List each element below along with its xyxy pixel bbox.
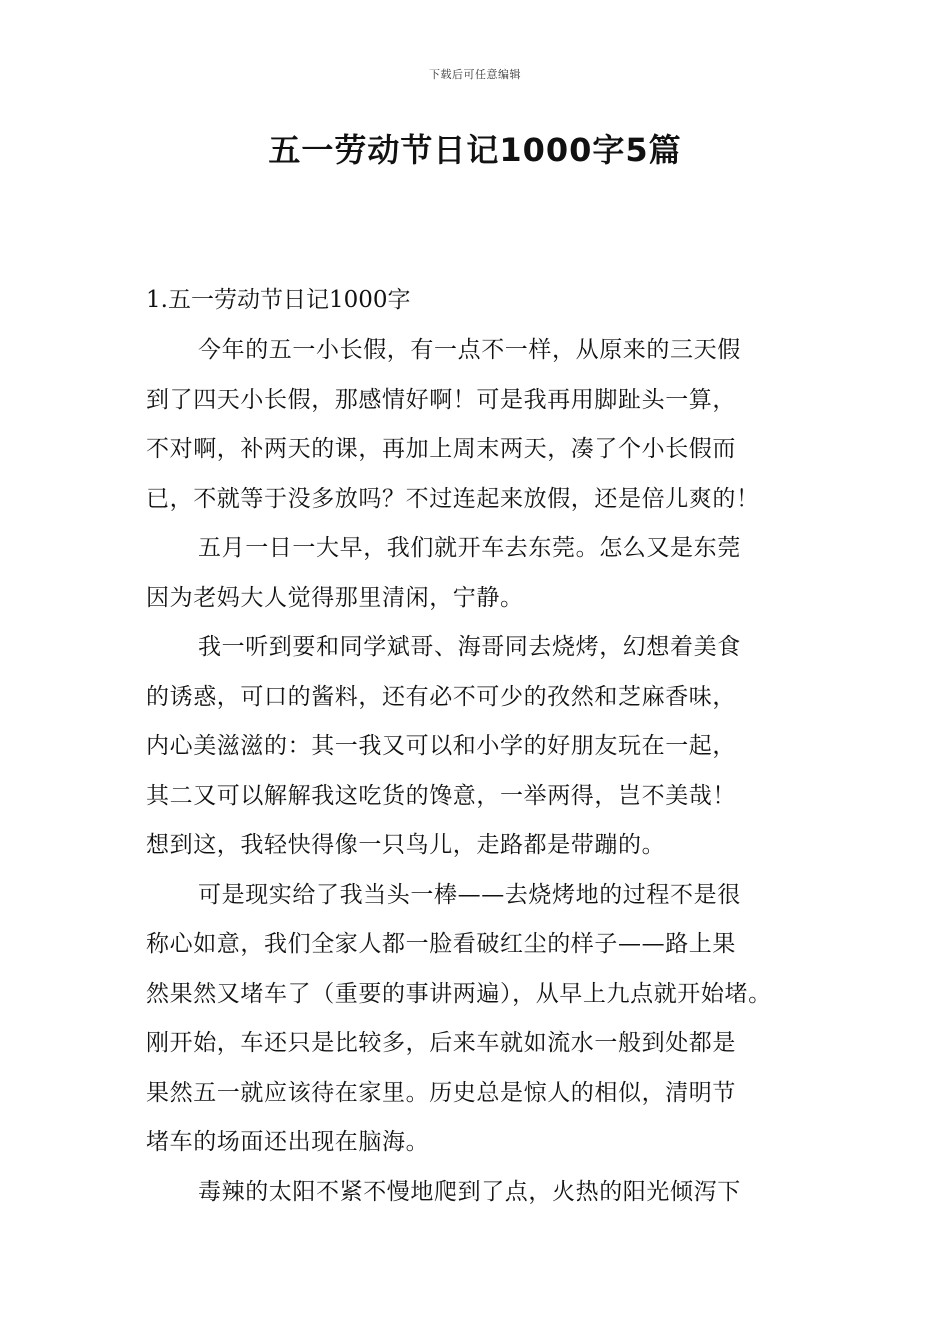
paragraph-line: 然果然又堵车了（重要的事讲两遍），从早上九点就开始堵。 <box>146 980 772 1007</box>
paragraph-line: 刚开始，车还只是比较多，后来车就如流水一般到处都是 <box>146 1030 736 1056</box>
paragraph-line: 不对啊，补两天的课，再加上周末两天，凑了个小长假而 <box>146 436 736 462</box>
paragraph-line: 可是现实给了我当头一棒——去烧烤地的过程不是很 <box>198 881 741 908</box>
paragraph-line: 堵车的场面还出现在脑海。 <box>146 1129 430 1155</box>
paragraph-line: 五月一日一大早，我们就开车去东莞。怎么又是东莞 <box>198 535 741 561</box>
document-title: 五一劳动节日记1000字5篇 <box>268 131 682 169</box>
paragraph-line: 果然五一就应该待在家里。历史总是惊人的相似，清明节 <box>146 1079 736 1106</box>
paragraph-line: 想到这，我轻快得像一只鸟儿，走路都是带蹦的。 <box>146 832 666 858</box>
paragraph-line: 内心美滋滋的：其一我又可以和小学的好朋友玩在一起， <box>146 733 736 759</box>
paragraph-line: 毒辣的太阳不紧不慢地爬到了点，火热的阳光倾泻下 <box>198 1178 741 1205</box>
paragraph-line: 到了四天小长假，那感情好啊！可是我再用脚趾头一算， <box>146 386 736 413</box>
paragraph-line: 其二又可以解解我这吃货的馋意，一举两得，岂不美哉！ <box>146 782 736 809</box>
paragraph-line: 今年的五一小长假，有一点不一样，从原来的三天假 <box>198 337 741 363</box>
paragraph-line: 因为老妈大人觉得那里清闲，宁静。 <box>146 584 524 611</box>
paragraph-line: 已，不就等于没多放吗？不过连起来放假，还是倍儿爽的！ <box>146 485 760 512</box>
body-text <box>146 332 846 1223</box>
section-heading: 1.五一劳动节日记1000字 <box>146 287 411 313</box>
paragraph-line: 的诱惑，可口的酱料，还有必不可少的孜然和芝麻香味， <box>146 683 736 710</box>
paragraph-line: 我一听到要和同学斌哥、海哥同去烧烤，幻想着美食 <box>198 634 741 660</box>
header-note: 下载后可任意编辑 <box>429 68 521 81</box>
paragraph-line: 称心如意，我们全家人都一脸看破红尘的样子——路上果 <box>146 931 736 957</box>
